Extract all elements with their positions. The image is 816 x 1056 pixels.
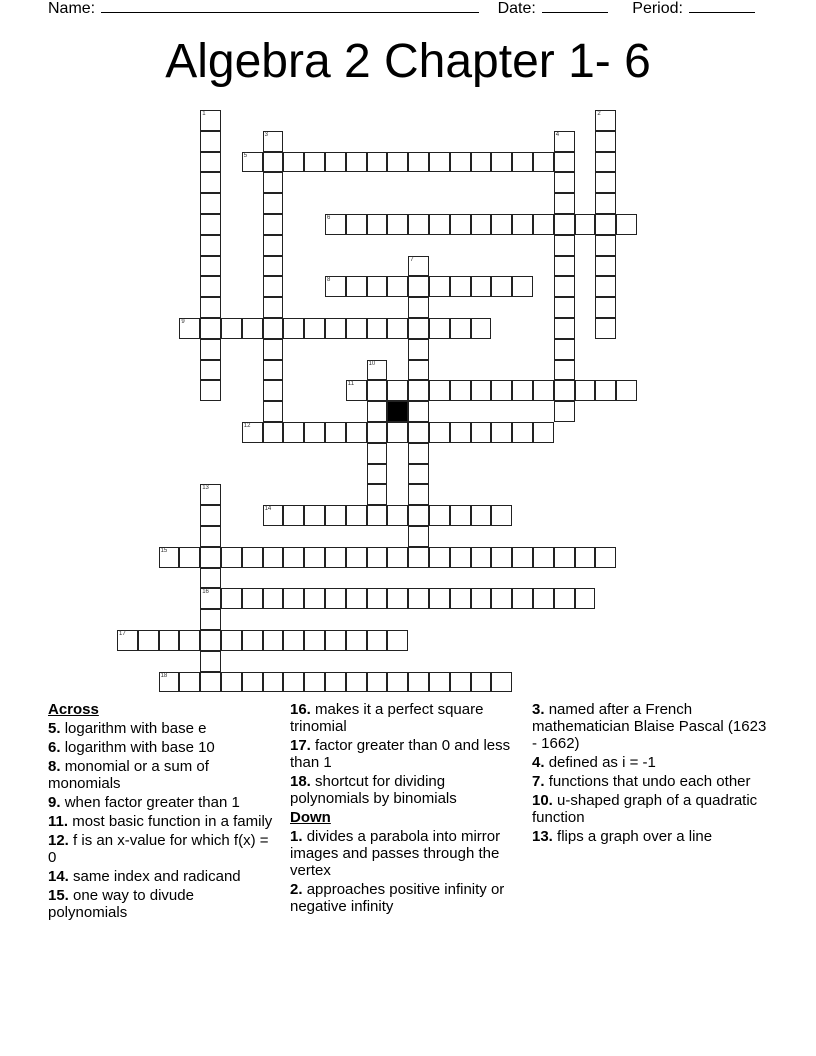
- grid-cell[interactable]: [200, 318, 221, 339]
- clue-number: 13: [202, 485, 209, 492]
- clue-number: 11: [347, 381, 355, 388]
- grid-cell[interactable]: [283, 505, 304, 526]
- grid-cell[interactable]: [450, 588, 471, 609]
- grid-cell[interactable]: [595, 547, 616, 568]
- grid-cell[interactable]: [408, 484, 429, 505]
- grid-cell[interactable]: [408, 672, 429, 693]
- clue-number: 2: [597, 111, 601, 117]
- clue-number: 8: [327, 277, 331, 284]
- grid-cell[interactable]: [242, 422, 263, 443]
- grid-cell[interactable]: [263, 256, 284, 277]
- grid-cell[interactable]: [325, 672, 346, 693]
- grid-cell[interactable]: [242, 630, 263, 651]
- grid-cell[interactable]: [533, 380, 554, 401]
- grid-cell[interactable]: [200, 568, 221, 589]
- grid-cell[interactable]: [575, 547, 596, 568]
- grid-cell[interactable]: [200, 630, 221, 651]
- grid-cell[interactable]: [491, 422, 512, 443]
- clue-number: 17: [119, 631, 126, 637]
- grid-cell[interactable]: [429, 380, 450, 401]
- grid-cell[interactable]: [159, 672, 180, 693]
- grid-cell[interactable]: [200, 526, 221, 547]
- grid-cell[interactable]: [263, 422, 284, 443]
- grid-cell[interactable]: [554, 172, 575, 193]
- grid-cell[interactable]: [346, 214, 367, 235]
- across-clue: 17. factor greater than 0 and less than 1: [290, 737, 511, 771]
- grid-cell[interactable]: [242, 152, 263, 173]
- grid-cell[interactable]: [200, 172, 221, 193]
- grid-cell[interactable]: [491, 380, 512, 401]
- grid-cell[interactable]: [387, 630, 408, 651]
- grid-cell[interactable]: [200, 588, 221, 609]
- down-clue: 10. u-shaped graph of a quadratic function: [532, 792, 758, 826]
- grid-cell[interactable]: [325, 318, 346, 339]
- grid-cell[interactable]: [367, 464, 388, 485]
- grid-cell[interactable]: [450, 214, 471, 235]
- grid-cell[interactable]: [304, 422, 325, 443]
- grid-cell[interactable]: [471, 214, 492, 235]
- grid-cell[interactable]: [304, 630, 325, 651]
- grid-cell[interactable]: [533, 214, 554, 235]
- grid-cell[interactable]: [367, 484, 388, 505]
- grid-cell[interactable]: [595, 256, 616, 277]
- grid-cell[interactable]: [554, 193, 575, 214]
- across-clue: 11. most basic function in a family: [48, 813, 273, 830]
- down-clue: 3. named after a French mathematician Blaise Pascal (1623 - 1662): [532, 701, 767, 752]
- grid-cell[interactable]: [179, 547, 200, 568]
- grid-cell[interactable]: [221, 588, 242, 609]
- grid-cell[interactable]: [471, 547, 492, 568]
- grid-cell[interactable]: [429, 152, 450, 173]
- grid-cell[interactable]: [429, 318, 450, 339]
- grid-cell[interactable]: [242, 588, 263, 609]
- grid-cell[interactable]: [595, 193, 616, 214]
- grid-cell[interactable]: [263, 380, 284, 401]
- grid-cell[interactable]: [387, 422, 408, 443]
- grid-cell[interactable]: [346, 588, 367, 609]
- grid-cell[interactable]: [554, 131, 575, 152]
- across-clue: 5. logarithm with base e: [48, 720, 207, 737]
- grid-cell[interactable]: [450, 318, 471, 339]
- grid-cell[interactable]: [283, 547, 304, 568]
- across-clue: 15. one way to divude polynomials: [48, 887, 194, 921]
- grid-cell[interactable]: [263, 339, 284, 360]
- grid-cell[interactable]: [346, 422, 367, 443]
- grid-cell[interactable]: [304, 588, 325, 609]
- grid-cell[interactable]: [554, 297, 575, 318]
- grid-cell[interactable]: [408, 276, 429, 297]
- grid-cell[interactable]: [408, 318, 429, 339]
- grid-cell[interactable]: [242, 547, 263, 568]
- clue-number: 12: [243, 423, 251, 429]
- across-clue: 6. logarithm with base 10: [48, 739, 215, 756]
- grid-cell[interactable]: [533, 547, 554, 568]
- grid-cell[interactable]: [408, 401, 429, 422]
- clue-number: 16: [202, 589, 209, 596]
- grid-cell[interactable]: [200, 360, 221, 381]
- black-cell: [387, 401, 408, 422]
- grid-cell[interactable]: [200, 547, 221, 568]
- grid-cell[interactable]: [595, 152, 616, 173]
- grid-cell[interactable]: [367, 422, 388, 443]
- across-clue: 14. same index and radicand: [48, 868, 241, 885]
- grid-cell[interactable]: [387, 152, 408, 173]
- grid-cell[interactable]: [512, 276, 533, 297]
- grid-cell[interactable]: [263, 235, 284, 256]
- grid-cell[interactable]: [450, 152, 471, 173]
- grid-cell[interactable]: [263, 131, 284, 152]
- grid-cell[interactable]: [325, 422, 346, 443]
- grid-cell[interactable]: [263, 318, 284, 339]
- grid-cell[interactable]: [263, 588, 284, 609]
- grid-cell[interactable]: [367, 360, 388, 381]
- grid-cell[interactable]: [471, 152, 492, 173]
- grid-cell[interactable]: [346, 672, 367, 693]
- grid-cell[interactable]: [200, 276, 221, 297]
- grid-cell[interactable]: [242, 672, 263, 693]
- grid-cell[interactable]: [387, 380, 408, 401]
- grid-cell[interactable]: [325, 276, 346, 297]
- grid-cell[interactable]: [367, 630, 388, 651]
- across-clue: 18. shortcut for dividing polynomials by binomials: [290, 773, 457, 807]
- grid-cell[interactable]: [200, 380, 221, 401]
- grid-cell[interactable]: [575, 588, 596, 609]
- grid-cell[interactable]: [200, 651, 221, 672]
- across-clue: 9. when factor greater than 1: [48, 794, 240, 811]
- grid-cell[interactable]: [595, 276, 616, 297]
- grid-cell[interactable]: [263, 193, 284, 214]
- grid-cell[interactable]: [408, 256, 429, 277]
- grid-cell[interactable]: [554, 214, 575, 235]
- grid-cell[interactable]: [471, 380, 492, 401]
- grid-cell[interactable]: [367, 318, 388, 339]
- grid-cell[interactable]: [179, 630, 200, 651]
- grid-cell[interactable]: [491, 214, 512, 235]
- grid-cell[interactable]: [429, 588, 450, 609]
- grid-cell[interactable]: [554, 152, 575, 173]
- grid-cell[interactable]: [263, 672, 284, 693]
- grid-cell[interactable]: [429, 505, 450, 526]
- grid-cell[interactable]: [263, 360, 284, 381]
- grid-cell[interactable]: [263, 214, 284, 235]
- across-clue: 12. f is an x-value for which f(x) = 0: [48, 832, 269, 866]
- grid-cell[interactable]: [117, 630, 138, 651]
- grid-cell[interactable]: [179, 672, 200, 693]
- grid-cell[interactable]: [554, 318, 575, 339]
- grid-cell[interactable]: [429, 422, 450, 443]
- grid-cell[interactable]: [450, 380, 471, 401]
- grid-cell[interactable]: [346, 276, 367, 297]
- grid-cell[interactable]: [408, 505, 429, 526]
- grid-cell[interactable]: [325, 630, 346, 651]
- grid-cell[interactable]: [491, 672, 512, 693]
- grid-cell[interactable]: [408, 464, 429, 485]
- grid-cell[interactable]: [221, 547, 242, 568]
- grid-cell[interactable]: [387, 588, 408, 609]
- grid-cell[interactable]: [200, 193, 221, 214]
- grid-cell[interactable]: [595, 235, 616, 256]
- across-clue: 8. monomial or a sum of monomials: [48, 758, 209, 792]
- across-clue: 16. makes it a perfect square trinomial: [290, 701, 484, 735]
- grid-cell[interactable]: [595, 110, 616, 131]
- grid-cell[interactable]: [575, 214, 596, 235]
- grid-cell[interactable]: [325, 547, 346, 568]
- grid-cell[interactable]: [450, 276, 471, 297]
- grid-cell[interactable]: [346, 152, 367, 173]
- grid-cell[interactable]: [221, 672, 242, 693]
- grid-cell[interactable]: [159, 547, 180, 568]
- grid-cell[interactable]: [450, 547, 471, 568]
- grid-cell[interactable]: [367, 152, 388, 173]
- grid-cell[interactable]: [242, 318, 263, 339]
- grid-cell[interactable]: [512, 152, 533, 173]
- grid-cell[interactable]: [595, 318, 616, 339]
- grid-cell[interactable]: [346, 318, 367, 339]
- across-heading: Across: [48, 701, 99, 718]
- grid-cell[interactable]: [595, 297, 616, 318]
- date-label: Date:: [497, 0, 536, 17]
- grid-cell[interactable]: [512, 380, 533, 401]
- grid-cell[interactable]: [367, 443, 388, 464]
- grid-cell[interactable]: [450, 422, 471, 443]
- grid-cell[interactable]: [595, 380, 616, 401]
- grid-cell[interactable]: [491, 505, 512, 526]
- grid-cell[interactable]: [304, 318, 325, 339]
- grid-cell[interactable]: [387, 214, 408, 235]
- down-clue: 13. flips a graph over a line: [532, 828, 713, 845]
- clue-number: 3: [264, 131, 268, 138]
- grid-cell[interactable]: [263, 630, 284, 651]
- grid-cell[interactable]: [179, 318, 200, 339]
- grid-cell[interactable]: [283, 422, 304, 443]
- grid-cell[interactable]: [263, 172, 284, 193]
- grid-cell[interactable]: [263, 505, 284, 526]
- grid-cell[interactable]: [283, 152, 304, 173]
- clue-number: 15: [160, 547, 168, 554]
- down-clue: 7. functions that undo each other: [532, 773, 751, 790]
- clue-number: 9: [181, 319, 185, 325]
- grid-cell[interactable]: [554, 588, 575, 609]
- grid-cell[interactable]: [554, 235, 575, 256]
- grid-cell[interactable]: [554, 380, 575, 401]
- grid-cell[interactable]: [575, 380, 596, 401]
- clue-number: 14: [264, 506, 272, 513]
- grid-cell[interactable]: [616, 214, 637, 235]
- grid-cell[interactable]: [304, 547, 325, 568]
- grid-cell[interactable]: [408, 547, 429, 568]
- grid-cell[interactable]: [200, 110, 221, 131]
- grid-cell[interactable]: [554, 547, 575, 568]
- grid-cell[interactable]: [346, 505, 367, 526]
- grid-cell[interactable]: [367, 276, 388, 297]
- grid-cell[interactable]: [471, 505, 492, 526]
- grid-cell[interactable]: [304, 505, 325, 526]
- grid-cell[interactable]: [263, 276, 284, 297]
- grid-cell[interactable]: [616, 380, 637, 401]
- grid-cell[interactable]: [367, 547, 388, 568]
- page-title: Algebra 2 Chapter 1- 6: [165, 35, 651, 88]
- grid-cell[interactable]: [367, 588, 388, 609]
- grid-cell[interactable]: [200, 214, 221, 235]
- grid-cell[interactable]: [387, 318, 408, 339]
- clue-number: 10: [368, 360, 376, 367]
- grid-cell[interactable]: [200, 339, 221, 360]
- clues-column-1: [48, 701, 273, 923]
- grid-cell[interactable]: [471, 588, 492, 609]
- grid-cell[interactable]: [200, 297, 221, 318]
- grid-cell[interactable]: [263, 297, 284, 318]
- grid-cell[interactable]: [200, 256, 221, 277]
- clues-column-2: [290, 701, 515, 917]
- clue-number: 1: [202, 111, 206, 117]
- down-clue: 4. defined as i = -1: [532, 754, 656, 771]
- grid-cell[interactable]: [512, 588, 533, 609]
- grid-cell[interactable]: [512, 547, 533, 568]
- period-label: Period:: [632, 0, 683, 17]
- grid-cell[interactable]: [408, 297, 429, 318]
- grid-cell[interactable]: [263, 152, 284, 173]
- grid-cell[interactable]: [491, 276, 512, 297]
- grid-cell[interactable]: [450, 672, 471, 693]
- grid-cell[interactable]: [429, 672, 450, 693]
- grid-cell[interactable]: [491, 547, 512, 568]
- grid-cell[interactable]: [408, 588, 429, 609]
- grid-cell[interactable]: [159, 630, 180, 651]
- grid-cell[interactable]: [408, 526, 429, 547]
- grid-cell[interactable]: [408, 214, 429, 235]
- grid-cell[interactable]: [471, 422, 492, 443]
- grid-cell[interactable]: [491, 588, 512, 609]
- grid-cell[interactable]: [429, 547, 450, 568]
- grid-cell[interactable]: [200, 484, 221, 505]
- down-clue: 1. divides a parabola into mirror images and passes through the vertex: [290, 828, 501, 879]
- clue-number: 6: [327, 215, 331, 221]
- grid-cell[interactable]: [200, 131, 221, 152]
- grid-cell[interactable]: [595, 131, 616, 152]
- grid-cell[interactable]: [554, 360, 575, 381]
- name-label: Name:: [48, 0, 96, 17]
- clue-number: 7: [410, 256, 414, 263]
- grid-cell[interactable]: [283, 588, 304, 609]
- grid-cell[interactable]: [512, 422, 533, 443]
- grid-cell[interactable]: [221, 318, 242, 339]
- grid-cell[interactable]: [367, 505, 388, 526]
- grid-cell[interactable]: [408, 380, 429, 401]
- grid-cell[interactable]: [554, 256, 575, 277]
- grid-cell[interactable]: [554, 401, 575, 422]
- grid-cell[interactable]: [533, 152, 554, 173]
- grid-cell[interactable]: [471, 672, 492, 693]
- grid-cell[interactable]: [554, 339, 575, 360]
- grid-cell[interactable]: [471, 318, 492, 339]
- grid-cell[interactable]: [263, 547, 284, 568]
- grid-cell[interactable]: [387, 276, 408, 297]
- grid-cell[interactable]: [325, 214, 346, 235]
- grid-cell[interactable]: [408, 360, 429, 381]
- grid-cell[interactable]: [283, 318, 304, 339]
- grid-cell[interactable]: [283, 630, 304, 651]
- grid-cell[interactable]: [408, 339, 429, 360]
- grid-cell[interactable]: [325, 152, 346, 173]
- grid-cell[interactable]: [429, 214, 450, 235]
- grid-cell[interactable]: [595, 214, 616, 235]
- grid-cell[interactable]: [200, 152, 221, 173]
- grid-cell[interactable]: [325, 588, 346, 609]
- grid-cell[interactable]: [367, 214, 388, 235]
- grid-cell[interactable]: [387, 547, 408, 568]
- grid-cell[interactable]: [325, 505, 346, 526]
- grid-cell[interactable]: [387, 672, 408, 693]
- grid-cell[interactable]: [367, 401, 388, 422]
- grid-cell[interactable]: [367, 380, 388, 401]
- clue-number: 18: [160, 672, 168, 679]
- grid-cell[interactable]: [512, 214, 533, 235]
- grid-cell[interactable]: [450, 505, 471, 526]
- grid-cell[interactable]: [471, 276, 492, 297]
- grid-cell[interactable]: [283, 672, 304, 693]
- down-heading: Down: [290, 809, 331, 826]
- grid-cell[interactable]: [408, 422, 429, 443]
- grid-cell[interactable]: [200, 235, 221, 256]
- grid-cell[interactable]: [367, 672, 388, 693]
- grid-cell[interactable]: [346, 630, 367, 651]
- grid-cell[interactable]: [263, 401, 284, 422]
- grid-cell[interactable]: [429, 276, 450, 297]
- down-clue: 2. approaches positive infinity or negative infinity: [290, 881, 505, 915]
- clue-number: 4: [555, 131, 560, 138]
- grid-cell[interactable]: [304, 672, 325, 693]
- grid-cell[interactable]: [491, 152, 512, 173]
- grid-cell[interactable]: [304, 152, 325, 173]
- grid-cell[interactable]: [221, 630, 242, 651]
- grid-cell[interactable]: [554, 276, 575, 297]
- grid-cell[interactable]: [138, 630, 159, 651]
- grid-cell[interactable]: [408, 443, 429, 464]
- grid-cell[interactable]: [595, 172, 616, 193]
- grid-cell[interactable]: [200, 609, 221, 630]
- grid-cell[interactable]: [408, 152, 429, 173]
- grid-cell[interactable]: [346, 380, 367, 401]
- grid-cell[interactable]: [533, 422, 554, 443]
- clues-column-3: [532, 701, 772, 847]
- grid-cell[interactable]: [346, 547, 367, 568]
- grid-cell[interactable]: [533, 588, 554, 609]
- grid-cell[interactable]: [200, 672, 221, 693]
- grid-cell[interactable]: [387, 505, 408, 526]
- grid-cell[interactable]: [200, 505, 221, 526]
- clue-number: 5: [243, 152, 248, 159]
